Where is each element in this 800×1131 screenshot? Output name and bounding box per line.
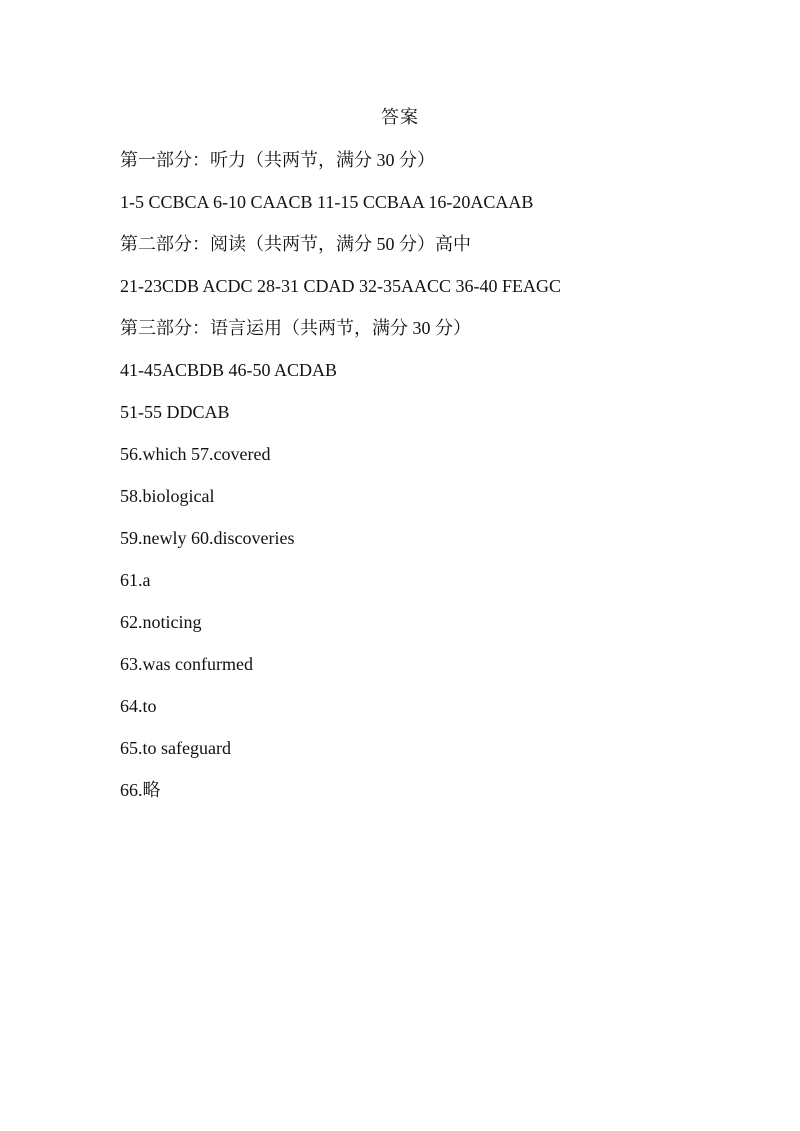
answer-line: 21-23CDB ACDC 28-31 CDAD 32-35AACC 36-40 FEAGC [120, 276, 562, 296]
answer-line: 63.was confurmed [120, 654, 253, 674]
answer-line: 64.to [120, 696, 157, 716]
answer-line: 65.to safeguard [120, 738, 231, 758]
section-2-heading: 第二部分：阅读（共两节，满分 50 分）高中 [120, 234, 471, 254]
answer-list [120, 146, 760, 818]
answer-line: 58.biological [120, 486, 215, 506]
answer-line: 61.a [120, 570, 151, 590]
answer-line: 41-45ACBDB 46-50 ACDAB [120, 360, 338, 380]
answer-line: 1-5 CCBCA 6-10 CAACB 11-15 CCBAA 16-20ACAAB [120, 192, 534, 212]
answer-line: 56.which 57.covered [120, 444, 271, 464]
section-1-heading: 第一部分：听力（共两节，满分 30 分） [120, 150, 435, 170]
answer-line: 62.noticing [120, 612, 202, 632]
answer-line: 51-55 DDCAB [120, 402, 230, 422]
answer-line: 66.略 [120, 780, 161, 800]
answer-line: 59.newly 60.discoveries [120, 528, 295, 548]
page-title: 答案 [381, 107, 419, 127]
section-3-heading: 第三部分：语言运用（共两节，满分 30 分） [120, 318, 471, 338]
